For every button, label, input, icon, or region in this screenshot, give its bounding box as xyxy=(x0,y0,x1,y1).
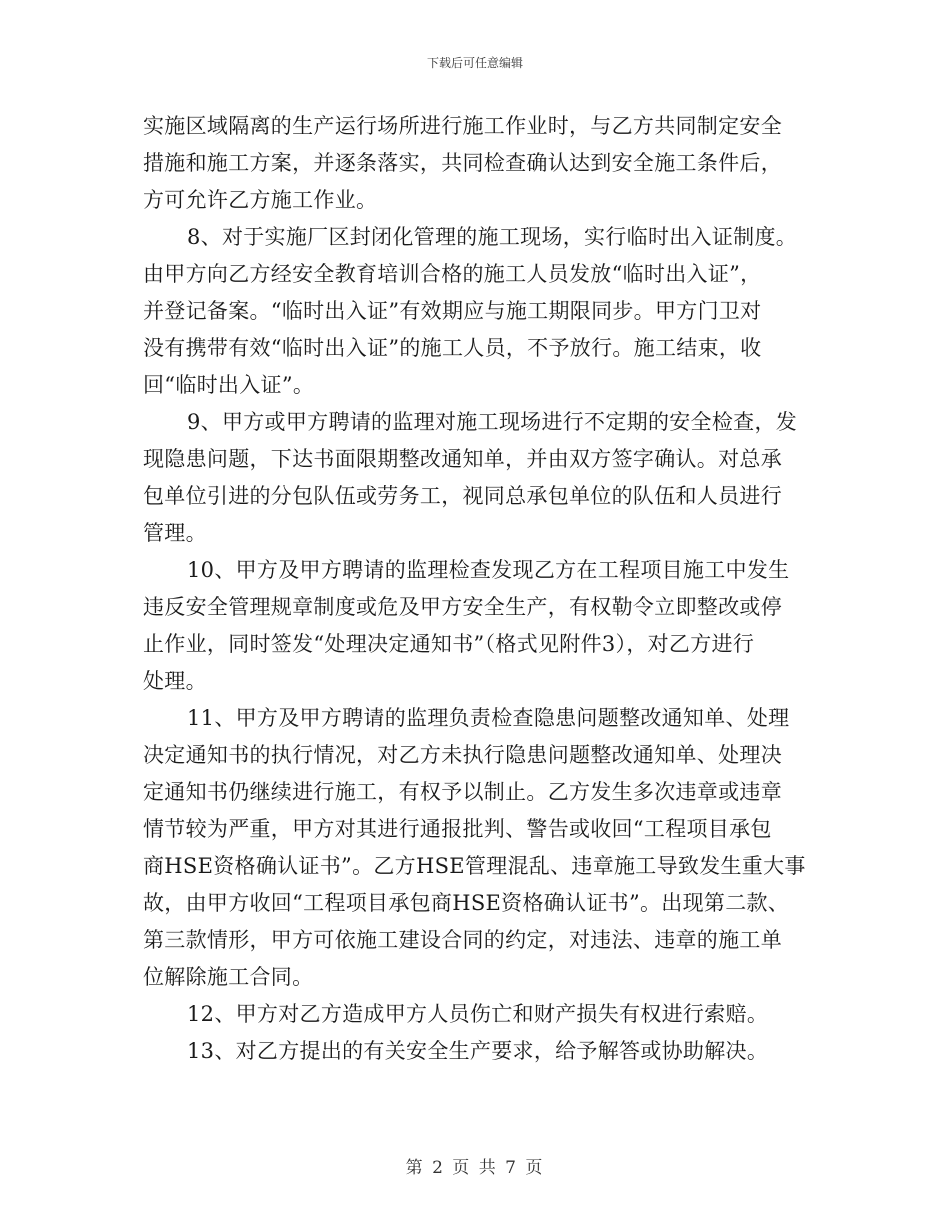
text-line: 决定通知书的执行情况，对乙方未执行隐患问题整改通知单、处理决 xyxy=(143,743,782,767)
text-line: 止作业，同时签发“处理决定通知书”（格式见附件3），对乙方进行 xyxy=(143,632,755,656)
text-line: 故，由甲方收回“工程项目承包商HSE资格确认证书”。出现第二款、 xyxy=(143,891,790,915)
text-line: 没有携带有效“临时出入证”的施工人员，不予放行。施工结束，收 xyxy=(143,336,762,360)
text-line: 10、甲方及甲方聘请的监理检查发现乙方在工程项目施工中发生 xyxy=(187,558,790,582)
text-line: 商HSE资格确认证书”。乙方HSE管理混乱、违章施工导致发生重大事 xyxy=(143,854,806,878)
text-line: 由甲方向乙方经安全教育培训合格的施工人员发放“临时出入证”， xyxy=(143,262,762,286)
text-line: 情节较为严重，甲方对其进行通报批判、警告或收回“工程项目承包 xyxy=(143,817,772,841)
text-line: 定通知书仍继续进行施工，有权予以制止。乙方发生多次违章或违章 xyxy=(143,780,782,804)
text-line: 现隐患问题，下达书面限期整改通知单，并由双方签字确认。对总承 xyxy=(143,447,782,471)
page-number: 第 2 页 共 7 页 xyxy=(405,1158,545,1178)
text-line: 12、甲方对乙方造成甲方人员伤亡和财产损失有权进行索赔。 xyxy=(187,1002,769,1026)
text-line: 管理。 xyxy=(143,521,207,545)
page-header: 下载后可任意编辑 xyxy=(426,56,523,70)
text-line: 8、对于实施厂区封闭化管理的施工现场，实行临时出入证制度。 xyxy=(187,225,798,249)
text-line: 9、甲方或甲方聘请的监理对施工现场进行不定期的安全检查，发 xyxy=(187,410,798,434)
document-body xyxy=(143,108,809,1070)
text-line: 包单位引进的分包队伍或劳务工，视同总承包单位的队伍和人员进行 xyxy=(143,484,782,508)
text-line: 13、对乙方提出的有关安全生产要求，给予解答或协助解决。 xyxy=(187,1039,769,1063)
text-line: 处理。 xyxy=(143,669,207,693)
text-line: 实施区域隔离的生产运行场所进行施工作业时，与乙方共同制定安全 xyxy=(143,114,782,138)
text-line: 方可允许乙方施工作业。 xyxy=(143,188,378,212)
text-line: 位解除施工合同。 xyxy=(143,965,314,989)
text-line: 违反安全管理规章制度或危及甲方安全生产，有权勒令立即整改或停 xyxy=(143,595,782,619)
text-line: 第三款情形，甲方可依施工建设合同的约定，对违法、违章的施工单 xyxy=(143,928,782,952)
text-line: 回“临时出入证”。 xyxy=(143,373,315,397)
text-line: 措施和施工方案，并逐条落实，共同检查确认达到安全施工条件后， xyxy=(143,151,782,175)
text-line: 11、甲方及甲方聘请的监理负责检查隐患问题整改通知单、处理 xyxy=(187,706,790,730)
text-line: 并登记备案。“临时出入证”有效期应与施工期限同步。甲方门卫对 xyxy=(143,299,762,323)
